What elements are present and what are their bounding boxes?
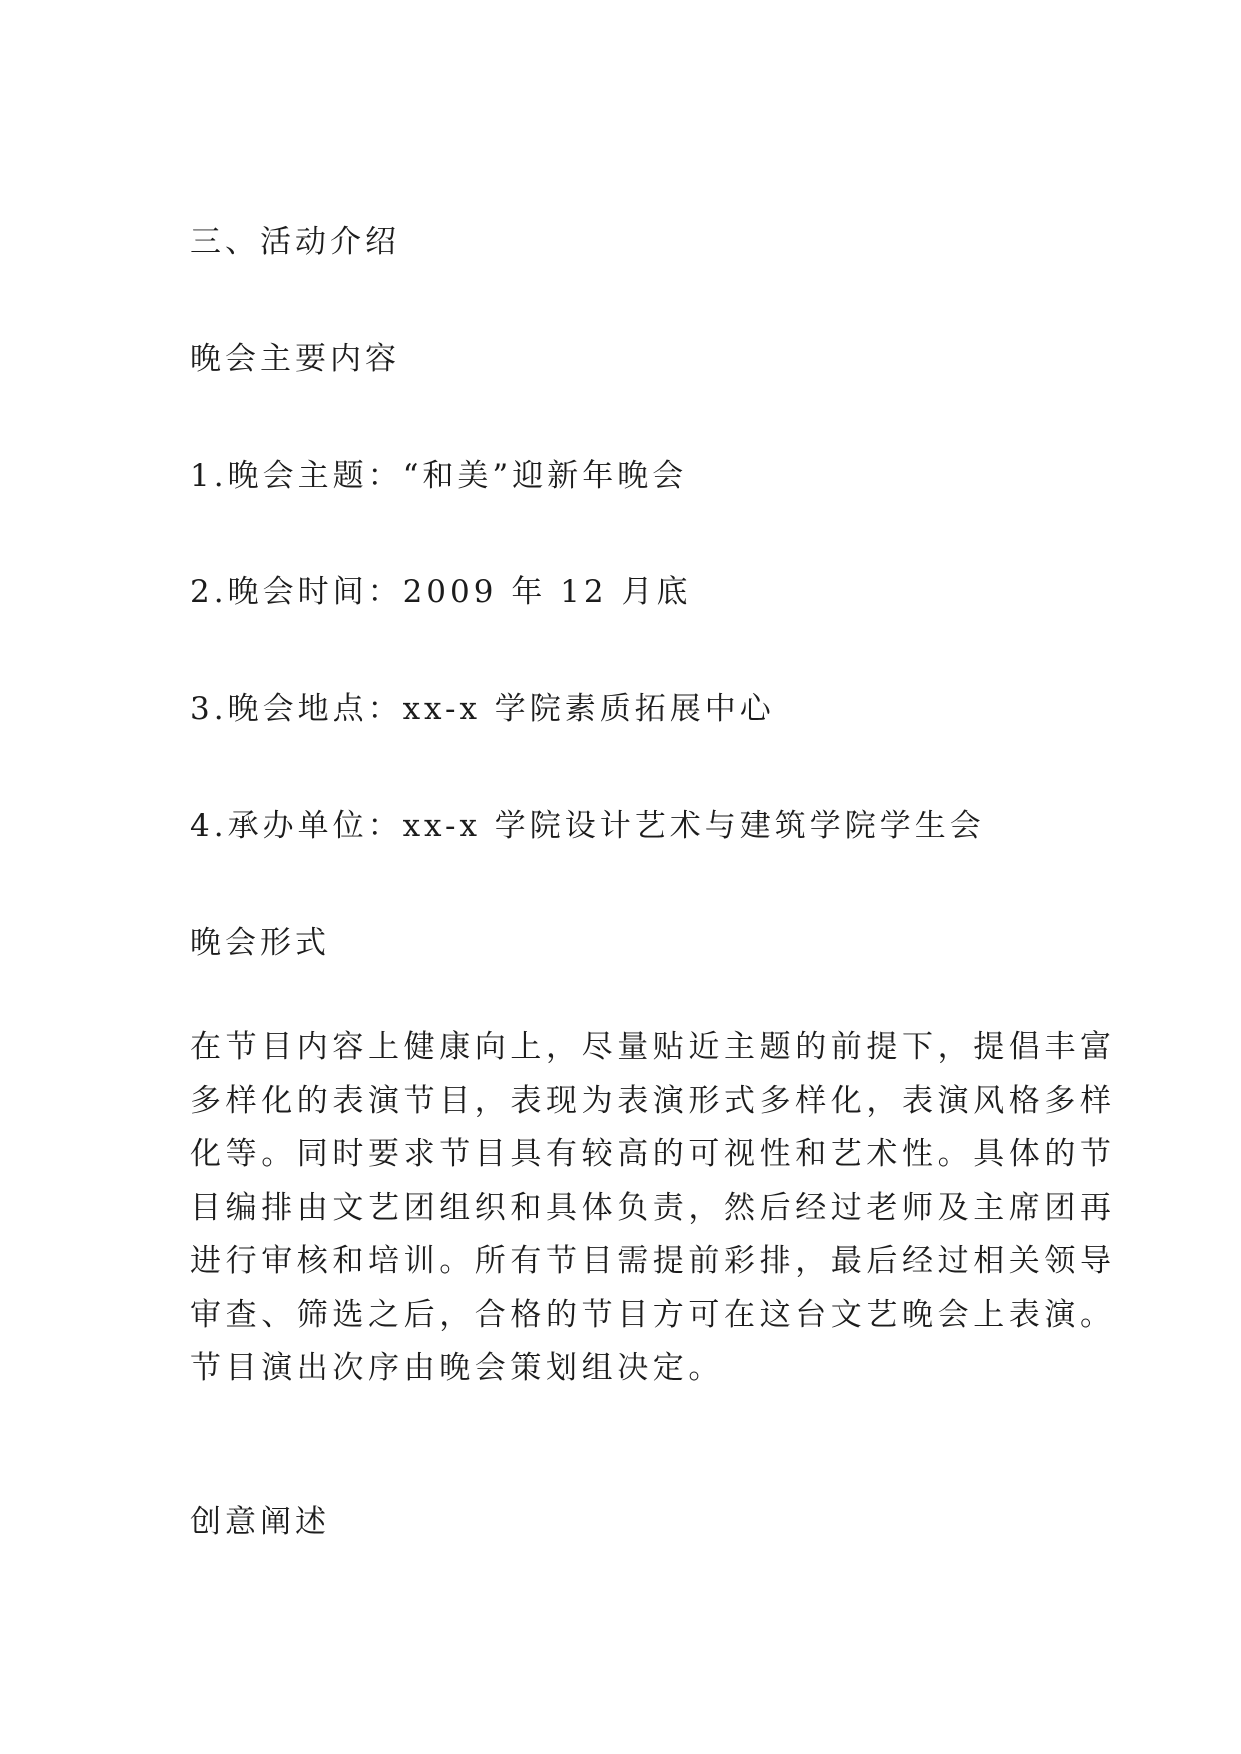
paragraph-line: 在节目内容上健康向上，尽量贴近主题的前提下，提倡丰富: [190, 1029, 1116, 1065]
subheading-creative: 创意阐述: [190, 1504, 330, 1540]
paragraph-line: 审查、筛选之后，合格的节目方可在这台文艺晚会上表演。: [190, 1296, 1116, 1333]
paragraph-line: 化等。同时要求节目具有较高的可视性和艺术性。具体的节: [190, 1136, 1116, 1172]
list-item-organizer: 4.承办单位：xx-x 学院设计艺术与建筑学院学生会: [190, 808, 985, 844]
paragraph-line: 进行审核和培训。所有节目需提前彩排，最后经过相关领导: [190, 1243, 1116, 1279]
subheading-form: 晚会形式: [190, 925, 330, 961]
list-item-time: 2.晚会时间：2009 年 12 月底: [190, 574, 692, 610]
paragraph-line: 目编排由文艺团组织和具体负责，然后经过老师及主席团再: [190, 1189, 1116, 1226]
section-heading: 三、活动介绍: [190, 224, 400, 260]
list-item-venue: 3.晚会地点：xx-x 学院素质拓展中心: [190, 691, 775, 727]
paragraph-line: 节目演出次序由晚会策划组决定。: [190, 1350, 724, 1386]
paragraph-line: 多样化的表演节目，表现为表演形式多样化，表演风格多样: [190, 1082, 1116, 1119]
subheading-main-content: 晚会主要内容: [190, 341, 400, 377]
list-item-theme: 1.晚会主题：“和美”迎新年晚会: [190, 458, 688, 494]
form-paragraph: [190, 1027, 1116, 1402]
